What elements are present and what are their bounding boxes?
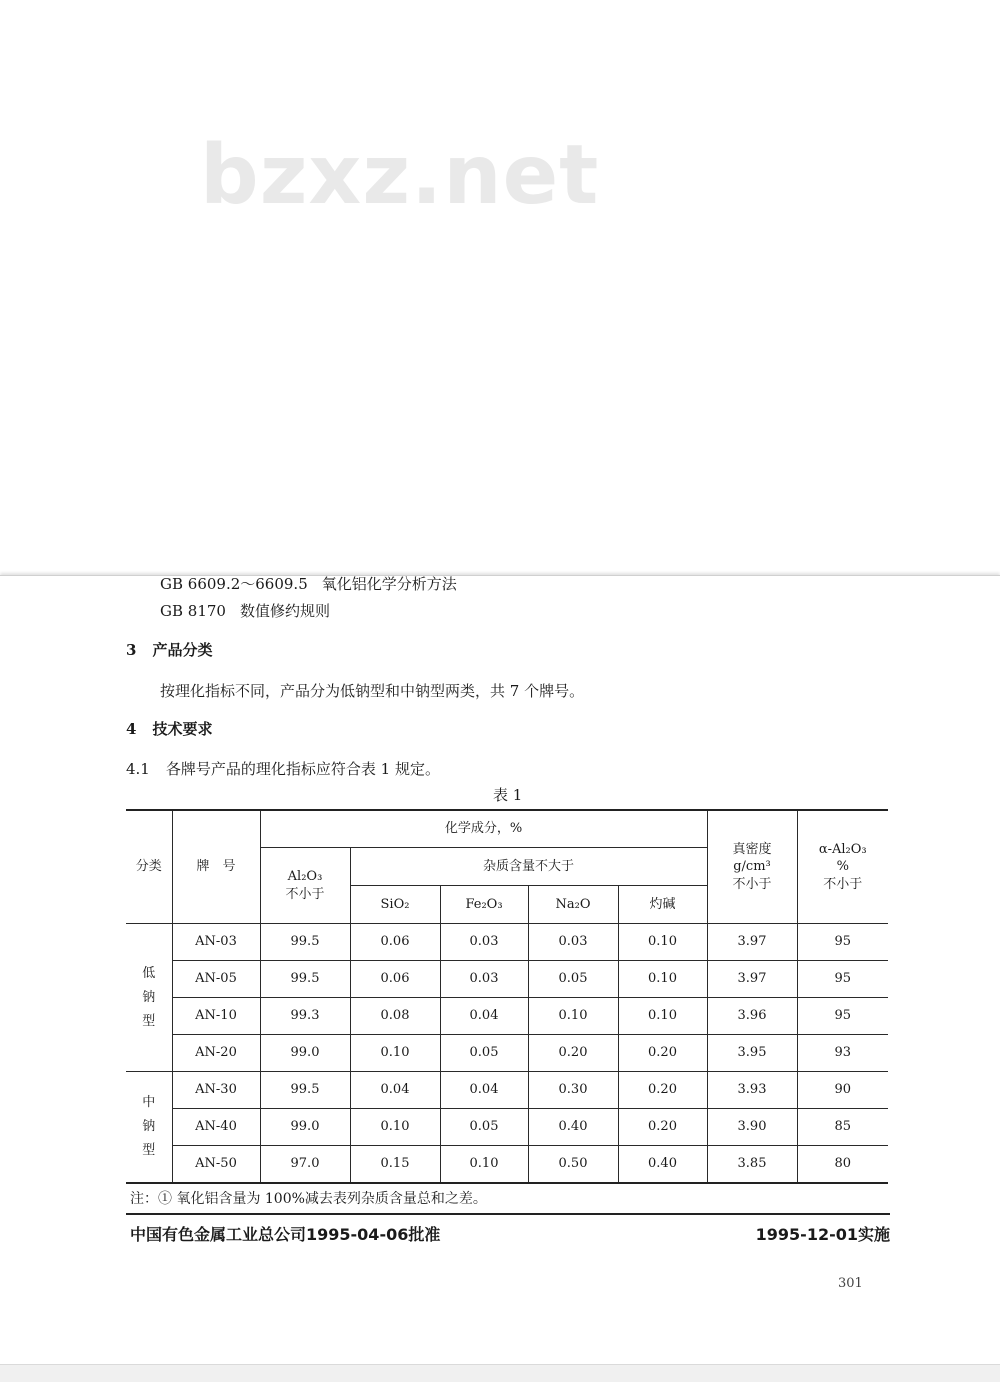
cell-fe2o3: 0.05: [440, 1035, 528, 1072]
cell-grade: AN-03: [172, 924, 260, 961]
reference-line: [160, 600, 330, 621]
cell-na2o: 0.03: [528, 924, 618, 961]
cell-density: 3.96: [707, 998, 797, 1035]
cell-al2o3: 99.5: [260, 924, 350, 961]
cell-loi: 0.20: [618, 1072, 707, 1109]
group-name: 低钠型: [142, 965, 156, 1029]
cell-al2o3: 99.0: [260, 1035, 350, 1072]
cell-alpha: 85: [797, 1109, 888, 1146]
cell-density: 3.85: [707, 1146, 797, 1184]
header-al2o3: [260, 848, 350, 924]
approval-line: 中国有色金属工业总公司1995-04-06批准: [130, 1225, 441, 1244]
table-row: [126, 924, 888, 961]
cell-density: 3.90: [707, 1109, 797, 1146]
alpha-min: 不小于: [823, 876, 863, 892]
subsection-body: 各牌号产品的理化指标应符合表 1 规定。: [165, 760, 440, 778]
cell-density: 3.97: [707, 961, 797, 998]
table-note: 注：① 氧化铝含量为 100%减去表列杂质含量总和之差。: [130, 1191, 487, 1207]
cell-na2o: 0.10: [528, 998, 618, 1035]
cell-alpha: 95: [797, 998, 888, 1035]
header-na2o: Na₂O: [528, 886, 618, 924]
table-row: [126, 961, 888, 998]
spec-table: [126, 809, 888, 1184]
cell-grade: AN-50: [172, 1146, 260, 1184]
cell-sio2: 0.10: [350, 1109, 440, 1146]
section-title: 技术要求: [152, 720, 213, 738]
cell-fe2o3: 0.04: [440, 1072, 528, 1109]
reference-title: 数值修约规则: [239, 602, 330, 620]
cell-na2o: 0.20: [528, 1035, 618, 1072]
footer-divider: [126, 1213, 890, 1215]
alpha-unit: %: [836, 859, 849, 875]
cell-al2o3: 99.0: [260, 1109, 350, 1146]
cell-fe2o3: 0.04: [440, 998, 528, 1035]
group-name: 中钠型: [142, 1095, 156, 1158]
cell-alpha: 95: [797, 961, 888, 998]
header-impurity: 杂质含量不大于: [350, 848, 707, 886]
reference-code: GB 8170: [160, 602, 226, 620]
density-label: 真密度: [732, 841, 772, 857]
page-bottom-edge: [0, 1364, 1000, 1382]
cell-loi: 0.10: [618, 924, 707, 961]
header-grade: 牌 号: [172, 810, 260, 924]
cell-sio2: 0.15: [350, 1146, 440, 1184]
cell-fe2o3: 0.03: [440, 924, 528, 961]
cell-sio2: 0.06: [350, 961, 440, 998]
cell-fe2o3: 0.10: [440, 1146, 528, 1184]
section-title: 产品分类: [152, 641, 213, 659]
cell-grade: AN-20: [172, 1035, 260, 1072]
implementation-line: 1995-12-01实施: [755, 1225, 890, 1244]
cell-density: 3.97: [707, 924, 797, 961]
cell-sio2: 0.08: [350, 998, 440, 1035]
cell-na2o: 0.50: [528, 1146, 618, 1184]
alpha-label: α-Al₂O₃: [818, 841, 867, 857]
section-number: 4: [126, 720, 137, 738]
cell-grade: AN-40: [172, 1109, 260, 1146]
section-number: 3: [126, 641, 137, 659]
header-sio2: SiO₂: [350, 886, 440, 924]
group-label: [126, 924, 172, 1072]
cell-sio2: 0.06: [350, 924, 440, 961]
table-row: [126, 1109, 888, 1146]
cell-fe2o3: 0.05: [440, 1109, 528, 1146]
header-alpha: [797, 810, 888, 924]
page-number: 301: [838, 1276, 863, 1291]
cell-na2o: 0.05: [528, 961, 618, 998]
cell-alpha: 90: [797, 1072, 888, 1109]
section-heading: [126, 718, 212, 739]
cell-na2o: 0.30: [528, 1072, 618, 1109]
section-body: 按理化指标不同，产品分为低钠型和中钠型两类，共 7 个牌号。: [160, 682, 585, 700]
cell-density: 3.93: [707, 1072, 797, 1109]
header-loi: 灼碱: [618, 886, 707, 924]
group-label: [126, 1072, 172, 1184]
al2o3-min: 不小于: [285, 886, 325, 902]
cell-alpha: 93: [797, 1035, 888, 1072]
cell-density: 3.95: [707, 1035, 797, 1072]
cell-grade: AN-30: [172, 1072, 260, 1109]
header-density: [707, 810, 797, 924]
density-unit: g/cm³: [733, 859, 771, 875]
header-chem: 化学成分，%: [260, 810, 707, 848]
table-row: [126, 1035, 888, 1072]
table-row: [126, 998, 888, 1035]
cell-loi: 0.20: [618, 1035, 707, 1072]
header-category: 分类: [126, 810, 172, 924]
cell-loi: 0.10: [618, 998, 707, 1035]
cell-sio2: 0.10: [350, 1035, 440, 1072]
subsection-number: 4.1: [126, 760, 150, 778]
cell-al2o3: 99.3: [260, 998, 350, 1035]
table-row: [126, 1146, 888, 1184]
cell-al2o3: 99.5: [260, 961, 350, 998]
reference-title: 氧化铝化学分析方法: [321, 575, 457, 593]
cell-al2o3: 99.5: [260, 1072, 350, 1109]
density-min: 不小于: [732, 876, 772, 892]
cell-loi: 0.10: [618, 961, 707, 998]
cell-na2o: 0.40: [528, 1109, 618, 1146]
watermark: bzxz.net: [200, 128, 600, 223]
cell-al2o3: 97.0: [260, 1146, 350, 1184]
cell-sio2: 0.04: [350, 1072, 440, 1109]
cell-grade: AN-05: [172, 961, 260, 998]
header-fe2o3: Fe₂O₃: [440, 886, 528, 924]
subsection-text: [126, 758, 440, 779]
cell-alpha: 95: [797, 924, 888, 961]
cell-loi: 0.20: [618, 1109, 707, 1146]
al2o3-label: Al₂O₃: [287, 868, 323, 884]
section-heading: [126, 639, 212, 660]
reference-line: [160, 573, 457, 594]
cell-loi: 0.40: [618, 1146, 707, 1184]
cell-alpha: 80: [797, 1146, 888, 1184]
cell-grade: AN-10: [172, 998, 260, 1035]
table-caption: 表 1: [493, 786, 523, 804]
reference-code: GB 6609.2～6609.5: [160, 575, 308, 593]
table-row: [126, 1072, 888, 1109]
cell-fe2o3: 0.03: [440, 961, 528, 998]
